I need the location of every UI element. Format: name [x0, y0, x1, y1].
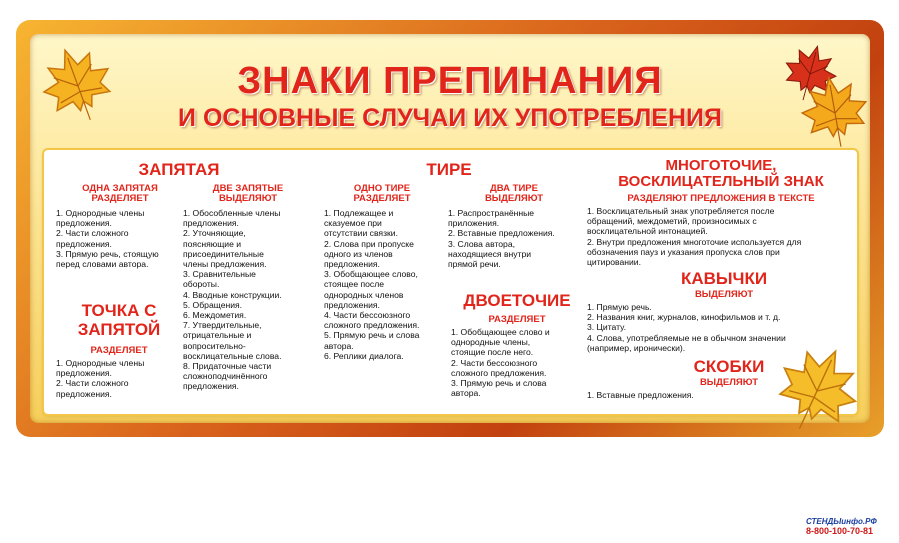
brand-logo-phone: 8-800-100-70-81 [806, 526, 874, 536]
poster-frame [16, 20, 884, 437]
ellipsis-heading: МНОГОТОЧИЕ, ВОСКЛИЦАТЕЛЬНЫЙ ЗНАК [618, 157, 824, 190]
brackets-heading: СКОБКИ [693, 357, 765, 376]
poster-title: ЗНАКИ ПРЕПИНАНИЯ [237, 60, 663, 102]
ellipsis-subheading: РАЗДЕЛЯЮТ ПРЕДЛОЖЕНИЯ В ТЕКСТЕ [627, 193, 815, 204]
quotes-list: 1. Прямую речь. 2. Названия книг, журналов, кинофильмов и т. д. 3. Цитату. 4. Слова, употребляемые не в обычном значении (например, иронически). [587, 302, 786, 353]
comma-one-subheading: ОДНА ЗАПЯТАЯ РАЗДЕЛЯЕТ [82, 183, 158, 204]
colon-subheading: РАЗДЕЛЯЕТ [488, 314, 546, 325]
colon-heading: ДВОЕТОЧИЕ [463, 291, 571, 310]
maple-leaf-icon [796, 74, 874, 152]
quotes-heading: КАВЫЧКИ [680, 269, 768, 288]
poster-subtitle: И ОСНОВНЫЕ СЛУЧАИ ИХ УПОТРЕБЛЕНИЯ [178, 104, 722, 132]
brackets-subheading: ВЫДЕЛЯЮТ [699, 377, 759, 388]
quotes-subheading: ВЫДЕЛЯЮТ [694, 289, 754, 300]
maple-leaf-icon [770, 344, 864, 438]
comma-heading: ЗАПЯТАЯ [138, 160, 220, 179]
brackets-list: 1. Вставные предложения. [587, 390, 694, 400]
comma-two-list: 1. Обособленные члены предложения. 2. Уточняющие, поясняющие и присоединительные члены предложения. 3. Сравнительные обороты. 4. Вводные конструкции. 5. Обращения. 6. Междометия. 7. Утвердительные, отрицательные и вопросительно- восклицательные слова. 8. Придаточные части сложноподчинённого предложения. [183, 208, 282, 392]
maple-leaf-icon [36, 44, 120, 128]
dash-two-list: 1. Распространённые приложения. 2. Вставные предложения. 3. Слова автора, находящиеся внутри прямой речи. [448, 208, 555, 270]
dash-two-subheading: ДВА ТИРЕ ВЫДЕЛЯЮТ [484, 183, 544, 204]
brand-logo [806, 517, 877, 536]
brand-logo-name: СТЕНДЫинфо.РФ [806, 517, 877, 526]
comma-one-list: 1. Однородные члены предложения. 2. Части сложного предложения. 3. Прямую речь, стоящую перед словами автора. [56, 208, 159, 270]
dash-one-list: 1. Подлежащее и сказуемое при отсутствии связки. 2. Слова при пропуске одного из членов предложения. 3. Обобщающее слово, стоящее после однородных членов предложения. 4. Части бессоюзного сложного предложения. 5. Прямую речь и слова автора. 6. Реплики диалога. [324, 208, 420, 361]
colon-list: 1. Обобщающее слово и однородные члены, стоящие после него. 2. Части бессоюзного сложного предложения. 3. Прямую речь и слова автора. [451, 327, 550, 399]
semicolon-subheading: РАЗДЕЛЯЕТ [90, 345, 148, 356]
dash-one-subheading: ОДНО ТИРЕ РАЗДЕЛЯЕТ [353, 183, 411, 204]
ellipsis-list: 1. Восклицательный знак употребляется после обращений, междометий, произносимых с восклицательной интонацией. 2. Внутри предложения многоточие используется для обозначения пауз и указания пропуска слов при цитировании. [587, 206, 802, 268]
semicolon-heading: ТОЧКА С ЗАПЯТОЙ [77, 301, 161, 339]
comma-two-subheading: ДВЕ ЗАПЯТЫЕ ВЫДЕЛЯЮТ [212, 183, 284, 204]
content-panel [44, 150, 857, 414]
semicolon-list: 1. Однородные члены предложения. 2. Части сложного предложения. [56, 358, 145, 399]
dash-heading: ТИРЕ [426, 160, 472, 179]
